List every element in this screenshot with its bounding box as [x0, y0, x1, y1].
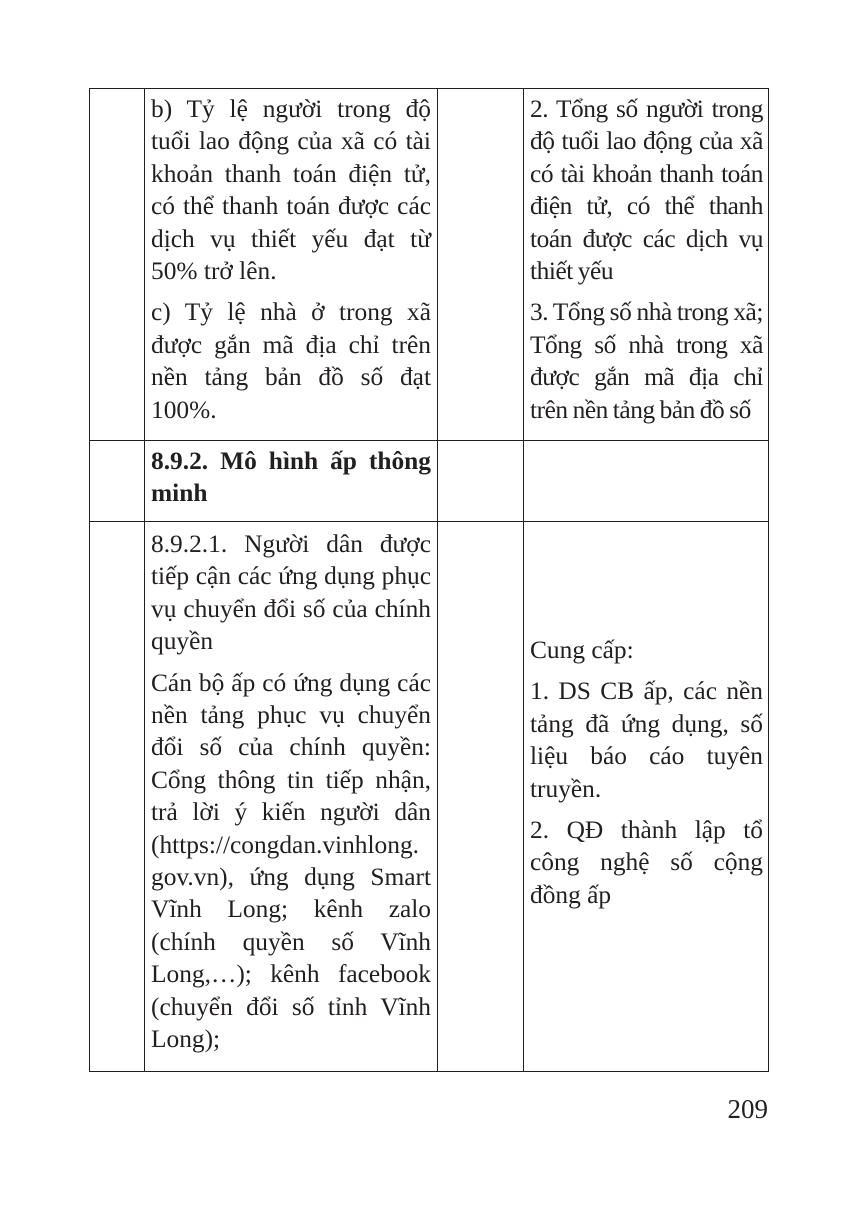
evidence-text: 2. QĐ thành lập tổ công nghệ số cộng đồng ấp — [530, 815, 763, 909]
table-cell-empty — [438, 441, 524, 522]
table-cell-empty — [524, 441, 769, 522]
evidence-text: Cung cấp: — [530, 635, 634, 664]
section-heading: 8.9.2. Mô hình ấp thông minh — [151, 447, 431, 508]
table-cell-empty — [90, 522, 145, 1072]
criteria-table — [89, 88, 769, 1072]
criteria-cell — [145, 89, 438, 441]
table-row — [90, 522, 769, 1072]
table-cell-empty — [438, 89, 524, 441]
table-cell-empty — [438, 522, 524, 1072]
table-cell-empty — [90, 441, 145, 522]
criteria-text: 8.9.2.1. Người dân được tiếp cận các ứng dụng phục vụ chuyển đổi số của chính quyền — [151, 530, 431, 656]
evidence-cell — [524, 89, 769, 441]
evidence-cell — [524, 522, 769, 1072]
criteria-text: Cán bộ ấp có ứng dụng các nền tảng phục vụ chuyển đổi số của chính quyền: Cổng thông tin tiếp nhận, trả lời ý kiến người dân (https://congdan.vinhlong.gov.vn), ứng dụng Smart Vĩnh Long; kênh zalo (chính quyền số Vĩnh Long,…); kênh facebook (chuyển đổi số tỉnh Vĩnh Long); — [151, 668, 431, 1054]
evidence-text: 3. Tổng số nhà trong xã; Tổng số nhà trong xã được gắn mã địa chỉ trên nền tảng bản đồ số — [530, 298, 763, 424]
table-row — [90, 441, 769, 522]
criteria-cell — [145, 522, 438, 1072]
criteria-text: b) Tỷ lệ người trong độ tuổi lao động của xã có tài khoản thanh toán điện tử, có thể thanh toán được các dịch vụ thiết yếu đạt từ 50% trở lên. — [151, 95, 431, 286]
table-row — [90, 89, 769, 441]
page-number: 209 — [727, 1094, 768, 1124]
section-heading-cell — [145, 441, 438, 522]
table-cell-empty — [90, 89, 145, 441]
evidence-text: 1. DS CB ấp, các nền tảng đã ứng dụng, số liệu báo cáo tuyên truyền. — [530, 677, 763, 803]
evidence-text: 2. Tổng số người trong độ tuổi lao động của xã có tài khoản thanh toán điện tử, có thể thanh toán được các dịch vụ thiết yếu — [530, 95, 763, 286]
criteria-text: c) Tỷ lệ nhà ở trong xã được gắn mã địa chỉ trên nền tảng bản đồ số đạt 100%. — [151, 298, 431, 424]
